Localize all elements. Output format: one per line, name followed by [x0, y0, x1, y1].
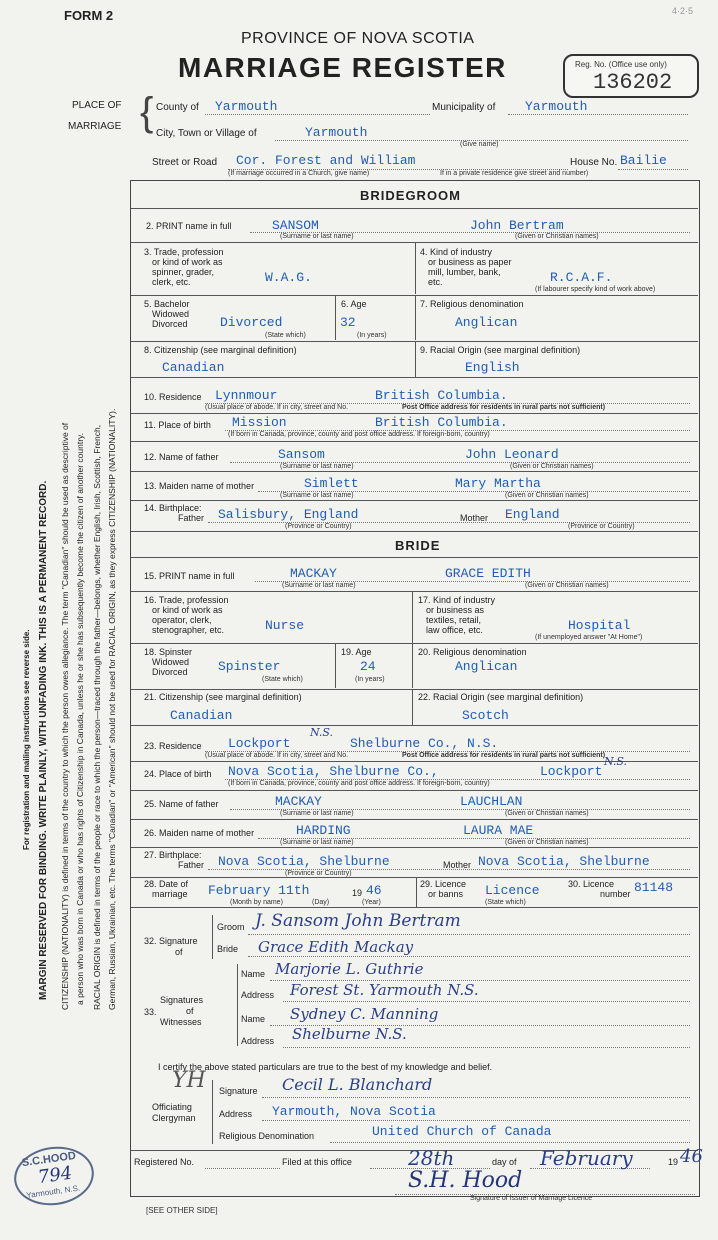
f25-label: 25. Name of father: [144, 799, 219, 809]
f14-mother-label: Mother: [460, 513, 489, 523]
f4-note: (If labourer specify kind of work above): [535, 286, 656, 293]
f2-label: 2. PRINT name in full: [146, 221, 232, 231]
f27-label: 27. Birthplace:: [144, 850, 202, 860]
witness-label-3: Witnesses: [160, 1017, 202, 1027]
see-other-side: [SEE OTHER SIDE]: [146, 1206, 218, 1215]
f4-label-2: or business as paper: [428, 257, 512, 267]
f11-label: 11. Place of birth: [144, 420, 211, 430]
bride-residence-rest: Shelburne Co., N.S.: [350, 736, 499, 751]
registrar-stamp: [10, 1142, 97, 1211]
clergy-sig-label: Signature: [219, 1086, 258, 1096]
issuer-signature: S.H. Hood: [408, 1168, 523, 1193]
house-label: House No.: [570, 157, 618, 168]
groom-age: 32: [340, 315, 356, 330]
f3-label-2: or kind of work as: [152, 257, 223, 267]
f32-label: 32. Signature: [144, 936, 198, 946]
f27-mother-label: Mother: [443, 860, 472, 870]
f23-note-b: Post Office address for residents in rural parts not sufficient): [402, 752, 606, 759]
bride-in-years: (In years): [355, 676, 385, 683]
f14-father-label: Father: [178, 513, 205, 523]
f17-note: (If unemployed answer "At Home"): [535, 634, 643, 641]
bride-father-surname: MACKAY: [275, 794, 322, 809]
county-label: County of: [156, 102, 199, 113]
f17-label-2: or business as: [426, 605, 485, 615]
licence-state-note: (State which): [485, 899, 526, 906]
margin-racial-1: RACIAL ORIGIN is defined in terms of the people or race to which the person—traced through the father—belongs, whether English, Irish, Scottish, French,: [92, 424, 102, 1010]
groom-status: Divorced: [220, 315, 283, 330]
f21-label: 21. Citizenship (see marginal definition): [144, 692, 302, 702]
day-of-label: day of: [492, 1157, 517, 1167]
stamp-line-3: Yarmouth, N.S.: [25, 1183, 81, 1200]
groom-industry: R.C.A.F.: [550, 270, 613, 285]
bride-racial: Scotch: [462, 708, 509, 723]
f12-label: 12. Name of father: [144, 452, 219, 462]
f17-label-1: 17. Kind of industry: [418, 595, 496, 605]
house-note: If in a private residence give street and number): [440, 170, 589, 177]
margin-racial-2: German, Russian, Ukrainian, etc. The terms "Canadian" or "American" should not be used for RACIAL ORIGIN, as they express CITIZENSHIP (NATIONALITY).: [107, 408, 117, 1010]
margin-instructions: For registration and mailing instructions see reverse side.: [22, 629, 31, 850]
municipality-value: Yarmouth: [525, 99, 588, 114]
form-number: FORM 2: [64, 8, 114, 23]
bride-birth-town: Lockport: [540, 764, 603, 779]
f11-note: (If born in Canada, province, county and post office address. If foreign-born, country): [228, 431, 490, 438]
f28-label-1: 28. Date of: [144, 879, 189, 889]
f4-label-1: 4. Kind of industry: [420, 247, 493, 257]
f17-label-3: textiles, retail,: [426, 615, 482, 625]
street-value: Cor. Forest and William: [236, 153, 416, 168]
bride-birth: Nova Scotia, Shelburne Co.,: [228, 764, 439, 779]
bride-birth-handwritten: N.S.: [604, 755, 628, 768]
clergy-address: Yarmouth, Nova Scotia: [272, 1104, 436, 1119]
filed-label: Filed at this office: [282, 1157, 352, 1167]
groom-father-given: John Leonard: [465, 447, 559, 462]
bride-mother-given: LAURA MAE: [463, 823, 534, 838]
witness1-address: Forest St. Yarmouth N.S.: [290, 981, 479, 999]
groom-in-years: (In years): [357, 332, 387, 339]
bridegroom-heading: BRIDEGROOM: [360, 188, 461, 203]
f16-label-3: operator, clerk,: [152, 615, 212, 625]
f15-surname-note: (Surname or last name): [282, 582, 356, 589]
f17-label-4: law office, etc.: [426, 625, 483, 635]
certify-initials: YH: [172, 1068, 206, 1093]
f22-label: 22. Racial Origin (see marginal definition): [418, 692, 584, 702]
f20-label: 20. Religious denomination: [418, 647, 527, 657]
house-value: Bailie: [620, 153, 667, 168]
registered-label: Registered No.: [134, 1157, 195, 1167]
f13-label: 13. Maiden name of mother: [144, 481, 255, 491]
groom-given-note: (Given or Christian names): [515, 233, 599, 240]
bride-residence: Lockport: [228, 736, 291, 751]
groom-religion: Anglican: [455, 315, 518, 330]
bride-surname: MACKAY: [290, 566, 337, 581]
f24-note: (If born in Canada, province, county and post office address. If foreign-born, country): [228, 780, 490, 787]
f15-label: 15. PRINT name in full: [144, 571, 235, 581]
bride-mother-surname: HARDING: [296, 823, 351, 838]
f10-note-b: Post Office address for residents in rural parts not sufficient): [402, 404, 606, 411]
f27-prov-note-1: (Province or Country): [285, 870, 352, 877]
witness2-name: Sydney C. Manning: [290, 1005, 439, 1023]
f26-label: 26. Maiden name of mother: [144, 828, 255, 838]
give-name-note: (Give name): [460, 141, 499, 148]
f16-label-4: stenographer, etc.: [152, 625, 225, 635]
f29-label-1: 29. Licence: [420, 879, 467, 889]
bride-sig-label: Bride: [217, 944, 239, 954]
bride-heading: BRIDE: [395, 538, 441, 553]
bride-age: 24: [360, 659, 376, 674]
f13-surname-note: (Surname or last name): [280, 492, 354, 499]
groom-father-surname: Sansom: [278, 447, 325, 462]
filed-year: 46: [680, 1146, 703, 1167]
f10-note: (Usual place of abode. If in city, street and No.: [205, 404, 349, 411]
place-brace: {: [140, 90, 154, 134]
county-value: Yarmouth: [215, 99, 278, 114]
groom-racial: English: [465, 360, 520, 375]
groom-father-birthplace: Salisbury, England: [218, 507, 359, 522]
f18-label-2: Widowed: [152, 657, 190, 667]
groom-residence: Lynnmour: [215, 388, 278, 403]
f14-label: 14. Birthplace:: [144, 503, 202, 513]
f7-label: 7. Religious denomination: [420, 299, 524, 309]
city-value: Yarmouth: [305, 125, 368, 140]
f18-label-1: 18. Spinster: [144, 647, 193, 657]
groom-birth-prov: British Columbia.: [375, 415, 508, 430]
w2-addr-label: Address: [241, 1036, 275, 1046]
f12-surname-note: (Surname or last name): [280, 463, 354, 470]
bride-citizenship: Canadian: [170, 708, 233, 723]
margin-citizenship-1: CITIZENSHIP (NATIONALITY) is defined in terms of the country to which the person owes allegiance. The term "Canadian" should be used as descriptive of: [60, 422, 70, 1010]
clergy-denomination: United Church of Canada: [372, 1124, 552, 1139]
issuer-label: Signature of Issuer of Marriage Licence: [470, 1195, 593, 1202]
f23-label: 23. Residence: [144, 741, 202, 751]
bride-father-birthplace: Nova Scotia, Shelburne: [218, 854, 390, 869]
f29-label-2: or banns: [428, 889, 464, 899]
f5-label-3: Divorced: [152, 319, 188, 329]
f32-of-label: of: [175, 947, 183, 957]
corner-note: 4·2·5: [672, 6, 694, 16]
street-note: (If marriage occurred in a Church, give name): [228, 170, 370, 177]
f18-label-3: Divorced: [152, 667, 188, 677]
reg-number-box: [563, 54, 699, 98]
officiating-label-2: Clergyman: [152, 1113, 196, 1123]
stamp-line-1: S.C.HOOD: [21, 1149, 77, 1170]
f33-label: 33.: [144, 1007, 157, 1017]
f5-label-2: Widowed: [152, 309, 190, 319]
clergy-signature: Cecil L. Blanchard: [282, 1075, 433, 1094]
f24-label: 24. Place of birth: [144, 769, 212, 779]
bride-father-given: LAUCHLAN: [460, 794, 523, 809]
f4-label-4: etc.: [428, 277, 443, 287]
witness1-name: Marjorie L. Guthrie: [275, 960, 424, 978]
filed-month: February: [540, 1146, 633, 1170]
clergy-addr-label: Address: [219, 1109, 253, 1119]
province-heading: PROVINCE OF NOVA SCOTIA: [241, 30, 475, 47]
register-title: MARRIAGE REGISTER: [178, 52, 507, 83]
witness2-address: Shelburne N.S.: [292, 1025, 407, 1043]
bride-status: Spinster: [218, 659, 281, 674]
licence-number: 81148: [634, 880, 674, 895]
f3-label-4: clerk, etc.: [152, 277, 191, 287]
groom-sig-label: Groom: [217, 922, 245, 932]
bride-signature: Grace Edith Mackay: [258, 938, 414, 956]
f5-label-1: 5. Bachelor: [144, 299, 190, 309]
street-label: Street or Road: [152, 157, 218, 168]
reg-label: Reg. No. (Office use only): [575, 60, 667, 69]
f13-given-note: (Given or Christian names): [505, 492, 589, 499]
groom-surname-note: (Surname or last name): [280, 233, 354, 240]
f8-label: 8. Citizenship (see marginal definition): [144, 345, 297, 355]
w1-addr-label: Address: [241, 990, 275, 1000]
f25-surname-note: (Surname or last name): [280, 810, 354, 817]
marriage-year: 46: [366, 883, 382, 898]
place-label-1: PLACE OF: [72, 100, 122, 111]
groom-signature: J. Sansom John Bertram: [255, 911, 461, 931]
city-label: City, Town or Village of: [156, 128, 257, 139]
f6-label: 6. Age: [341, 299, 367, 309]
witness-label-1: Signatures: [160, 995, 204, 1005]
filed-year-prefix: 19: [668, 1157, 679, 1167]
clergy-denom-label: Religious Denomination: [219, 1131, 315, 1141]
f26-given-note: (Given or Christian names): [505, 839, 589, 846]
officiating-label-1: Officiating: [152, 1102, 192, 1112]
groom-mother-given: Mary Martha: [455, 476, 541, 491]
f16-label-2: or kind of work as: [152, 605, 223, 615]
groom-mother-surname: Simlett: [304, 476, 359, 491]
marriage-date: February 11th: [208, 883, 310, 898]
marriage-year-prefix: 19: [352, 888, 363, 898]
f27-father-label: Father: [178, 860, 205, 870]
bride-given: GRACE EDITH: [445, 566, 531, 581]
f19-label: 19. Age: [341, 647, 372, 657]
f14-prov-note-1: (Province or Country): [285, 523, 352, 530]
date-month-note: (Month by name): [230, 899, 283, 906]
groom-state-which: (State which): [265, 332, 306, 339]
f30-label-1: 30. Licence: [568, 879, 615, 889]
filed-day: 28th: [408, 1146, 455, 1170]
bride-industry: Hospital: [568, 618, 631, 633]
f23-note: (Usual place of abode. If in city, street and No.: [205, 752, 349, 759]
place-label-2: MARRIAGE: [68, 121, 122, 132]
f16-label-1: 16. Trade, profession: [144, 595, 229, 605]
groom-trade: W.A.G.: [265, 270, 312, 285]
date-year-note: (Year): [362, 899, 381, 906]
f15-given-note: (Given or Christian names): [525, 582, 609, 589]
groom-birth: Mission: [232, 415, 287, 430]
bride-mother-birthplace: Nova Scotia, Shelburne: [478, 854, 650, 869]
witness-label-2: of: [186, 1006, 194, 1016]
groom-mother-birthplace: England: [505, 507, 560, 522]
margin-binding-note: MARGIN RESERVED FOR BINDING. WRITE PLAINLY, WITH UNFADING INK. THIS IS A PERMANENT RECORD.: [38, 480, 49, 1000]
date-day-note: (Day): [312, 899, 330, 906]
f28-label-2: marriage: [152, 889, 188, 899]
groom-residence-prov: British Columbia.: [375, 388, 508, 403]
w1-name-label: Name: [241, 969, 266, 979]
groom-surname: SANSOM: [272, 218, 319, 233]
f9-label: 9. Racial Origin (see marginal definition): [420, 345, 581, 355]
f4-label-3: mill, lumber, bank,: [428, 267, 501, 277]
bride-trade: Nurse: [265, 618, 305, 633]
bride-religion: Anglican: [455, 659, 518, 674]
certify-statement: I certify the above stated particulars are true to the best of my knowledge and belief.: [158, 1062, 493, 1072]
w2-name-label: Name: [241, 1014, 266, 1024]
margin-citizenship-2: a person who was born in Canada or who has rights of Citizenship in Canada, unless he or she has subsequently become the citizen of another country.: [75, 432, 85, 1005]
licence-or-banns: Licence: [485, 883, 540, 898]
f3-label-1: 3. Trade, profession: [144, 247, 224, 257]
f12-given-note: (Given or Christian names): [510, 463, 594, 470]
f26-surname-note: (Surname or last name): [280, 839, 354, 846]
f10-label: 10. Residence: [144, 392, 202, 402]
f25-given-note: (Given or Christian names): [505, 810, 589, 817]
f30-label-2: number: [600, 889, 631, 899]
f3-label-3: spinner, grader,: [152, 267, 215, 277]
groom-citizenship: Canadian: [162, 360, 225, 375]
f14-prov-note-2: (Province or Country): [568, 523, 635, 530]
reg-number: 136202: [593, 70, 673, 95]
bride-state-which: (State which): [262, 676, 303, 683]
bride-residence-handwritten: N.S.: [310, 726, 334, 739]
municipality-label: Municipality of: [432, 102, 496, 113]
groom-given: John Bertram: [470, 218, 564, 233]
stamp-line-2: 794: [36, 1162, 74, 1189]
